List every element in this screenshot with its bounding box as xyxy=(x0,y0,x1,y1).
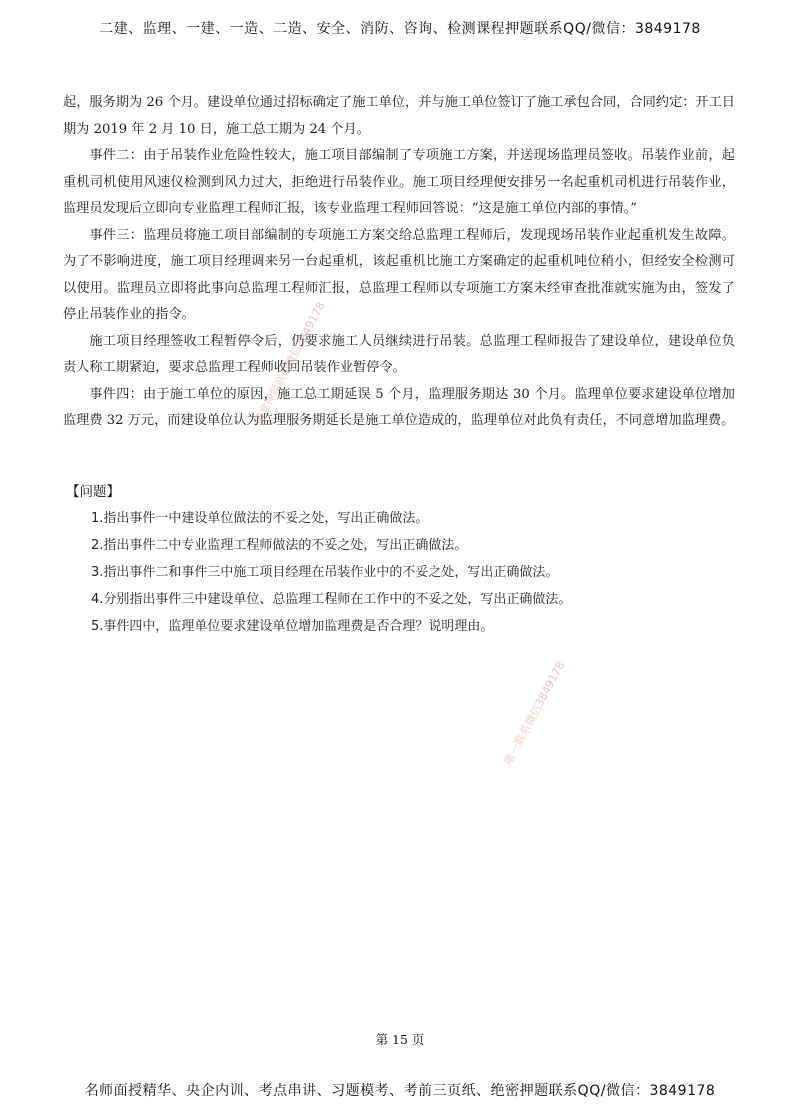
watermark-text: 精准押题联系微信3849178 xyxy=(251,299,328,428)
page-header-banner: 二建、监理、一建、一造、二造、安全、消防、咨询、检测课程押题联系QQ/微信：3849178 xyxy=(99,21,701,37)
paragraph-suspension-order: 施工项目经理签收工程暂停令后，仍要求施工人员继续进行吊装。总监理工程师报告了建设单位，建设单位负责人称工期紧迫，要求总监理工程师收回吊装作业暂停令。 xyxy=(63,333,735,375)
question-item: 1.指出事件一中建设单位做法的不妥之处，写出正确做法。 xyxy=(91,511,429,526)
paragraph-event-four: 事件四：由于施工单位的原因，施工总工期延误 5 个月，监理服务期达 30 个月。监理单位要求建设单位增加监理费 32 万元，而建设单位认为监理服务期延长是施工单位造成的，监理单位对此负有责任，不同意增加监理费。 xyxy=(63,386,735,428)
question-item: 2.指出事件二中专业监理工程师做法的不妥之处，写出正确做法。 xyxy=(91,538,468,553)
paragraph-event-three: 事件三：监理员将施工项目部编制的专项施工方案交给总监理工程师后，发现现场吊装作业起重机发生故障。为了不影响进度，施工项目经理调来另一台起重机，该起重机比施工方案确定的起重机吨位稍小，但经安全检测可以使用。监理员立即将此事向总监理工程师汇报，总监理工程师以专项施工方案未经审查批准就实施为由，签发了停止吊装作业的指令。 xyxy=(63,227,735,322)
paragraph-event-two: 事件二：由于吊装作业危险性较大，施工项目部编制了专项施工方案，并送现场监理员签收。吊装作业前，起重机司机使用风速仪检测到风力过大，拒绝进行吊装作业。施工项目经理便安排另一名起重机司机进行吊装作业，监理员发现后立即向专业监理工程师汇报，该专业监理工程师回答说：“这是施工单位内部的事情。” xyxy=(63,148,735,216)
page-footer-banner: 名师面授精华、央企内训、考点串讲、习题模考、考前三页纸、绝密押题联系QQ/微信：3849178 xyxy=(84,1083,716,1099)
question-item: 3.指出事件二和事件三中施工项目经理在吊装作业中的不妥之处，写出正确做法。 xyxy=(91,565,559,580)
page-number: 第 15 页 xyxy=(375,1032,425,1047)
questions-list xyxy=(91,505,731,640)
questions-heading: 【问题】 xyxy=(66,484,120,500)
body-text xyxy=(63,90,735,435)
paragraph-continuation: 起，服务期为 26 个月。建设单位通过招标确定了施工单位，并与施工单位签订了施工承包合同，合同约定：开工日期为 2019 年 2 月 10 日，施工总工期为 24 个月。 xyxy=(63,95,735,137)
question-item: 4.分别指出事件三中建设单位、总监理工程师在工作中的不妥之处，写出正确做法。 xyxy=(91,592,572,607)
question-item: 5.事件四中，监理单位要求建设单位增加监理费是否合理？说明理由。 xyxy=(91,619,494,634)
watermark-text: 唯一联系微信3849178 xyxy=(501,659,568,768)
